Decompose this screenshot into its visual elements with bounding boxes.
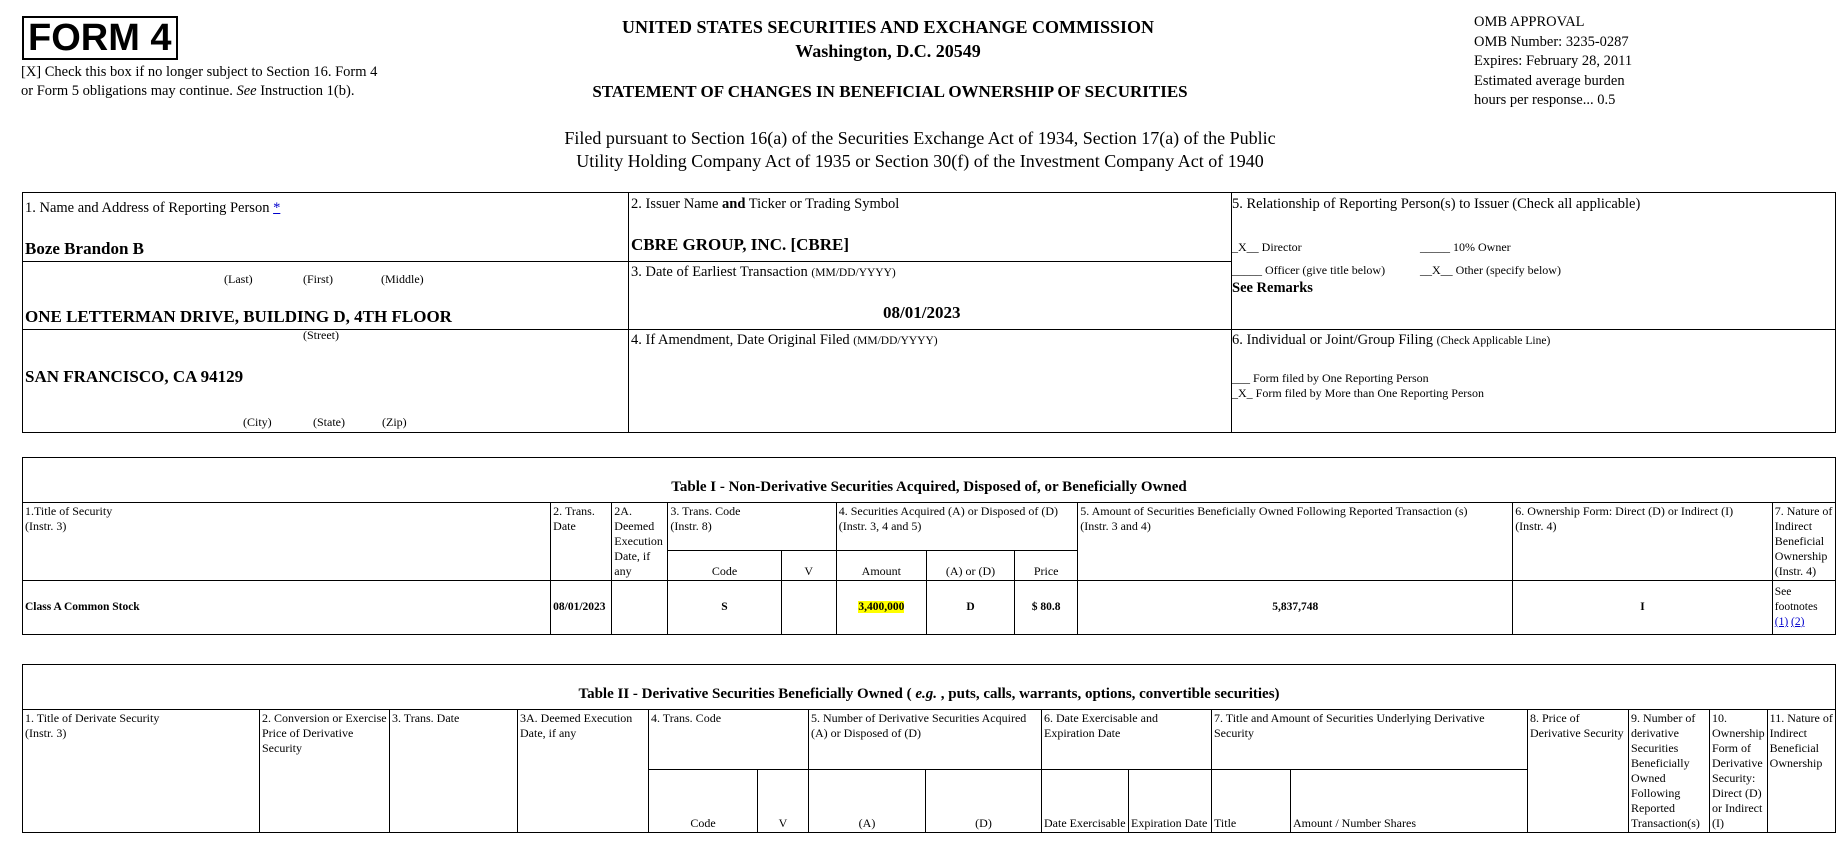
- reporting-box: [22, 192, 1836, 433]
- omb-approval: [1474, 13, 1704, 111]
- table2-caption-post: , puts, calls, warrants, options, convertible securities): [937, 686, 1280, 702]
- table1-header-code-text: 3. Trans. Code: [670, 504, 741, 518]
- officer-checkbox[interactable]: _____ Officer (give title below): [1232, 263, 1386, 277]
- street-caption: (Street): [303, 328, 339, 342]
- commission-name: UNITED STATES SECURITIES AND EXCHANGE COMMISSION: [622, 17, 1154, 37]
- table1-header-nature: 7. Nature of Indirect Beneficial Ownership (Instr. 4): [1772, 503, 1835, 581]
- table1-header-ownership-form-text: 6. Ownership Form: Direct (D) or Indirect (I): [1515, 504, 1734, 518]
- form-one-person-checkbox[interactable]: ___ Form filed by One Reporting Person: [1232, 371, 1429, 385]
- row-amount: 3,400,000: [858, 601, 905, 613]
- commission-heading: [560, 15, 1216, 63]
- check-note-text: [X] Check this box if no longer subject to Section 16. Form 4 or Form 5 obligations may continue.: [21, 64, 378, 99]
- filed-pursuant: [500, 127, 1340, 173]
- filing-label-small: (Check Applicable Line): [1436, 335, 1551, 347]
- table2-sub-d: (D): [926, 770, 1042, 833]
- earliest-transaction-value: 08/01/2023: [883, 303, 961, 322]
- table1-header-title-instr: (Instr. 3): [25, 519, 67, 533]
- table2-sub-v: V: [758, 770, 809, 833]
- table2-header-exercisable: 6. Date Exercisable and Expiration Date: [1042, 710, 1212, 770]
- amendment-label-text: 4. If Amendment, Date Original Filed: [631, 332, 854, 348]
- filing-label: [1232, 331, 1550, 350]
- earliest-transaction-label-format: (MM/DD/YYYY): [811, 267, 896, 279]
- table2-header-date: 3. Trans. Date: [390, 710, 518, 833]
- table2-header-number-owned: 9. Number of derivative Securities Beneficially Owned Following Reported Transaction(s): [1629, 710, 1710, 833]
- table2-header-code: 4. Trans. Code: [649, 710, 809, 770]
- table1-header-deemed: 2A. Deemed Execution Date, if any: [612, 503, 668, 581]
- row-date: 08/01/2023: [551, 581, 612, 635]
- table1-header-acquired: [836, 503, 1078, 551]
- filed-line-1: Filed pursuant to Section 16(a) of the Securities Exchange Act of 1934, Section 17(a) of the Public: [564, 128, 1276, 148]
- row-a-or-d: D: [926, 581, 1014, 635]
- check-note-instruction: Instruction 1(b).: [256, 83, 355, 99]
- table1-header-amount-owned: [1078, 503, 1513, 581]
- table-derivative: [22, 664, 1836, 833]
- issuer-name-value: CBRE GROUP, INC. [CBRE]: [631, 235, 850, 254]
- table2-header-nature: 11. Nature of Indirect Beneficial Ownership: [1767, 710, 1835, 833]
- table2-header-deemed: 3A. Deemed Execution Date, if any: [518, 710, 649, 833]
- table1-header-amount-owned-text: 5. Amount of Securities Beneficially Owned Following Reported Transaction (s): [1080, 504, 1468, 518]
- earliest-transaction-label-text: 3. Date of Earliest Transaction: [631, 264, 812, 280]
- issuer-label: [631, 195, 899, 213]
- omb-burden-2: hours per response... 0.5: [1474, 92, 1616, 108]
- omb-burden-1: Estimated average burden: [1474, 72, 1625, 89]
- omb-title: OMB APPROVAL: [1474, 14, 1585, 30]
- table2-header-title: [23, 710, 260, 833]
- reporting-person-label: [25, 199, 280, 217]
- divider-horizontal-1: [23, 261, 1231, 262]
- row-title: Class A Common Stock: [23, 581, 551, 635]
- filing-label-text: 6. Individual or Joint/Group Filing: [1232, 332, 1437, 348]
- reporting-person-footnote-link[interactable]: *: [273, 200, 281, 216]
- check-note-see: See: [236, 83, 257, 99]
- first-caption: (First): [303, 272, 333, 286]
- table1-header-code: [668, 503, 836, 551]
- table1-sub-code: Code: [668, 551, 781, 581]
- table1-header-acquired-text: 4. Securities Acquired (A) or Disposed of (D): [838, 504, 1059, 518]
- row-code: S: [668, 581, 781, 635]
- table1-header-acquired-instr: (Instr. 3, 4 and 5): [838, 519, 922, 533]
- form-more-persons-checkbox[interactable]: _X_ Form filed by More than One Reporting Person: [1232, 386, 1484, 400]
- check-box-note: [21, 63, 381, 101]
- amendment-label: [631, 331, 938, 350]
- table2-header-conversion: 2. Conversion or Exercise Price of Derivative Security: [260, 710, 390, 833]
- row-owned: 5,837,748: [1078, 581, 1513, 635]
- table2-sub-amount: Amount / Number Shares: [1291, 770, 1528, 833]
- relationship-label: 5. Relationship of Reporting Person(s) to Issuer (Check all applicable): [1232, 196, 1641, 212]
- table1-sub-v: V: [781, 551, 836, 581]
- table1-header-amount-owned-instr: (Instr. 3 and 4): [1080, 519, 1151, 533]
- table1-header-date: 2. Trans. Date: [551, 503, 612, 581]
- table1-header-title-text: 1.Title of Security: [25, 504, 113, 518]
- table2-header-title-text: 1. Title of Derivate Security: [25, 711, 160, 725]
- table1-header-ownership-form: [1513, 503, 1773, 581]
- state-caption: (State): [313, 415, 345, 429]
- issuer-label-pre: 2. Issuer Name: [631, 196, 723, 212]
- footnote-1-link[interactable]: (1): [1774, 616, 1789, 628]
- street-value: ONE LETTERMAN DRIVE, BUILDING D, 4TH FLOOR: [25, 307, 452, 326]
- table2-sub-exercisable: Date Exercisable: [1042, 770, 1129, 833]
- table1-header-title: [23, 503, 551, 581]
- table2-sub-title: Title: [1212, 770, 1291, 833]
- row-nature-text: See footnotes: [1774, 586, 1818, 613]
- divider-vertical-1: [628, 193, 629, 432]
- row-deemed: [612, 581, 668, 635]
- zip-caption: (Zip): [382, 415, 407, 429]
- table-non-derivative: [22, 457, 1836, 635]
- table1-sub-a-or-d: (A) or (D): [926, 551, 1014, 581]
- table1-sub-price: Price: [1015, 551, 1078, 581]
- commission-city: Washington, D.C. 20549: [795, 41, 981, 61]
- table1-header-code-instr: (Instr. 8): [670, 519, 712, 533]
- row-v: [781, 581, 836, 635]
- row-nature: [1772, 581, 1835, 635]
- table1-sub-amount: Amount: [836, 551, 926, 581]
- divider-horizontal-2: [23, 329, 1835, 330]
- table2-header-number: 5. Number of Derivative Securities Acquired (A) or Disposed of (D): [809, 710, 1042, 770]
- ten-percent-owner-checkbox[interactable]: _____ 10% Owner: [1420, 240, 1511, 254]
- last-caption: (Last): [224, 272, 253, 286]
- see-remarks: See Remarks: [1232, 280, 1313, 296]
- filed-line-2: Utility Holding Company Act of 1935 or Section 30(f) of the Investment Company Act of 1940: [576, 151, 1264, 171]
- table2-caption-pre: Table II - Derivative Securities Beneficially Owned (: [578, 686, 916, 702]
- table2-sub-expiration: Expiration Date: [1129, 770, 1212, 833]
- table2-header-ownership-form: 10. Ownership Form of Derivative Security: Direct (D) or Indirect (I): [1710, 710, 1768, 833]
- table2-header-price: 8. Price of Derivative Security: [1528, 710, 1629, 833]
- table1-caption: Table I - Non-Derivative Securities Acquired, Disposed of, or Beneficially Owned: [23, 458, 1836, 503]
- row-amount-cell: [836, 581, 926, 635]
- reporting-person-label-text: 1. Name and Address of Reporting Person: [25, 200, 270, 216]
- omb-number: OMB Number: 3235-0287: [1474, 33, 1629, 50]
- issuer-label-and: and: [722, 196, 746, 212]
- other-checkbox[interactable]: __X__ Other (specify below): [1420, 263, 1561, 277]
- table-row: [23, 581, 1836, 635]
- director-checkbox[interactable]: _X__ Director: [1232, 240, 1302, 254]
- table2-header-underlying: 7. Title and Amount of Securities Underlying Derivative Security: [1212, 710, 1528, 770]
- earliest-transaction-label: [631, 263, 896, 282]
- amendment-label-format: (MM/DD/YYYY): [853, 335, 938, 347]
- table2-sub-a: (A): [809, 770, 926, 833]
- footnote-2-link[interactable]: (2): [1791, 616, 1805, 628]
- form-title: FORM 4: [22, 16, 178, 60]
- issuer-label-post: Ticker or Trading Symbol: [745, 196, 900, 212]
- table2-header-title-instr: (Instr. 3): [25, 726, 67, 740]
- table2-caption-eg: e.g.: [915, 686, 938, 702]
- table2-sub-code: Code: [649, 770, 758, 833]
- city-value: SAN FRANCISCO, CA 94129: [25, 367, 244, 386]
- city-caption: (City): [243, 415, 272, 429]
- reporting-person-name: Boze Brandon B: [25, 239, 145, 258]
- middle-caption: (Middle): [381, 272, 424, 286]
- table2-caption: [23, 665, 1836, 710]
- statement-title: STATEMENT OF CHANGES IN BENEFICIAL OWNERSHIP OF SECURITIES: [592, 82, 1188, 101]
- omb-expires: Expires: February 28, 2011: [1474, 53, 1633, 69]
- row-ownership-form: I: [1513, 581, 1773, 635]
- row-price: $ 80.8: [1015, 581, 1078, 635]
- table1-header-ownership-form-instr: (Instr. 4): [1515, 519, 1557, 533]
